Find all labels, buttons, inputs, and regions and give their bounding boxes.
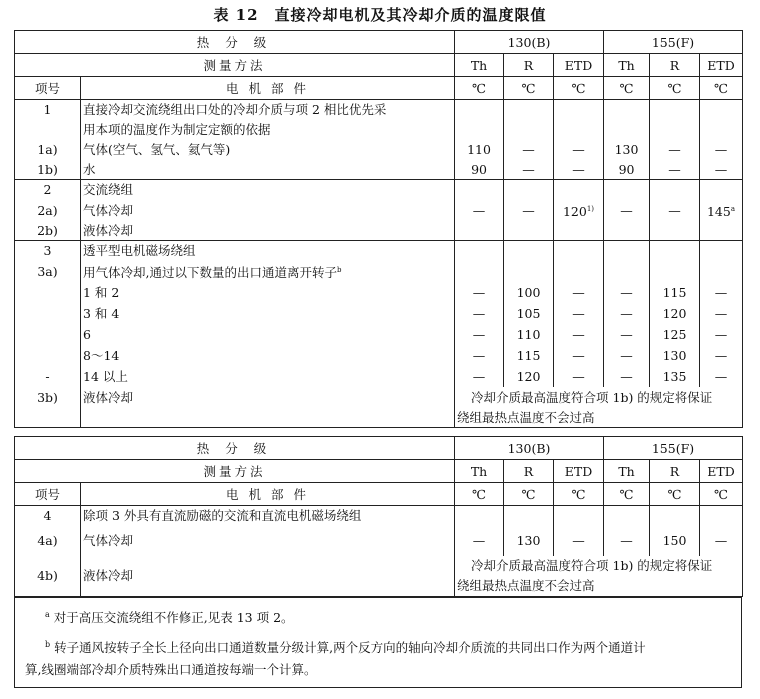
table-cell: 气体冷却 xyxy=(81,200,455,221)
table-cell xyxy=(650,261,700,282)
table-cell: b xyxy=(45,640,51,649)
table-row xyxy=(15,324,743,345)
table-cell: — xyxy=(604,345,650,366)
table-cell: 交流绕组 xyxy=(81,180,455,200)
table-cell xyxy=(81,408,455,428)
table-cell: — xyxy=(700,303,743,324)
table-cell: 直接冷却交流绕组出口处的冷却介质与项 2 相比优先采 xyxy=(81,100,455,120)
table-cell: — xyxy=(504,200,554,221)
merged-note: 冷却介质最高温度符合项 1b) 的规定将保证 xyxy=(455,387,743,408)
table-cell: 100 xyxy=(504,282,554,303)
table-cell xyxy=(504,261,554,282)
table-cell: 4 xyxy=(15,506,81,526)
table-cell: 4a) xyxy=(15,526,81,556)
table-row xyxy=(15,282,743,303)
table-cell: 110 xyxy=(455,140,504,160)
table-cell: — xyxy=(554,324,604,345)
table-cell: — xyxy=(700,366,743,387)
table-cell xyxy=(15,120,81,140)
table-cell: — xyxy=(700,345,743,366)
table-cell: 14 以上 xyxy=(81,366,455,387)
parts-header xyxy=(81,483,455,506)
table-cell: 测量方法 xyxy=(203,463,266,479)
table-cell: 转子通风按转子全长上径向出口通道数量分级计算,两个反方向的轴向冷却介质流的共同出口作为两个通道计 xyxy=(54,640,646,656)
table-cell xyxy=(554,200,604,221)
table-row xyxy=(15,526,743,556)
table-cell xyxy=(455,120,504,140)
table-cell xyxy=(604,506,650,526)
table-cell: 130 xyxy=(604,140,650,160)
table-cell: 1 xyxy=(15,100,81,120)
table-cell: — xyxy=(554,526,604,556)
table-cell: 105 xyxy=(504,303,554,324)
table-row xyxy=(15,180,743,200)
table-row xyxy=(15,408,743,428)
table-cell: R xyxy=(504,460,554,483)
table-cell xyxy=(604,120,650,140)
table-cell: 气体冷却 xyxy=(81,526,455,556)
table-cell: 电 机 部 件 xyxy=(226,486,309,502)
table-cell xyxy=(554,180,604,200)
table-cell: ETD xyxy=(700,460,743,483)
table-cell: — xyxy=(604,526,650,556)
table-cell: Th xyxy=(455,460,504,483)
table-row xyxy=(15,366,743,387)
table-cell xyxy=(455,180,504,200)
table-cell xyxy=(554,506,604,526)
table-cell: ETD xyxy=(554,460,604,483)
table-cell: 1 和 2 xyxy=(81,282,455,303)
table-cell: — xyxy=(604,200,650,221)
table-cell: Th xyxy=(604,460,650,483)
table-cell: 90 xyxy=(604,160,650,180)
table-cell: 135 xyxy=(650,366,700,387)
table-cell xyxy=(700,506,743,526)
table-row xyxy=(15,556,743,597)
table-cell: 115 xyxy=(504,345,554,366)
table-cell: — xyxy=(455,303,504,324)
table-cell: - xyxy=(15,366,81,387)
unit-cell: ℃ xyxy=(504,77,554,100)
unit-cell: ℃ xyxy=(455,77,504,100)
table-cell xyxy=(650,241,700,261)
table-cell xyxy=(604,241,650,261)
table-cell: 6 xyxy=(81,324,455,345)
table-cell: 冷却介质最高温度符合项 1b) 的规定将保证 xyxy=(471,557,713,573)
table-row xyxy=(15,120,743,140)
table-cell xyxy=(15,345,81,366)
unit-cell: ℃ xyxy=(554,77,604,100)
table-cell: 3b) xyxy=(15,387,81,408)
table-cell: — xyxy=(554,160,604,180)
item-no-header: 项号 xyxy=(15,77,81,100)
table-cell: — xyxy=(700,282,743,303)
table-cell: 115 xyxy=(650,282,700,303)
item-no-header: 项号 xyxy=(15,483,81,506)
table-cell: — xyxy=(604,303,650,324)
table-cell: — xyxy=(554,140,604,160)
method-header xyxy=(15,54,455,77)
table-cell xyxy=(700,261,743,282)
table-title: 表 12 直接冷却电机及其冷却介质的温度限值 xyxy=(213,6,547,24)
table-cell: 8～14 xyxy=(81,345,455,366)
table-cell: 用气体冷却,通过以下数量的出口通道离开转子 xyxy=(83,264,337,280)
table-cell: 2 xyxy=(15,180,81,200)
class-130-header: 130(B) xyxy=(455,31,604,54)
table-cell: 气体(空气、氢气、氦气等) xyxy=(81,140,455,160)
table-cell xyxy=(504,100,554,120)
table-cell xyxy=(604,261,650,282)
table-cell xyxy=(15,282,81,303)
table-cell xyxy=(604,100,650,120)
table-cell: — xyxy=(455,366,504,387)
table-cell: 130 xyxy=(650,345,700,366)
table-cell: 测量方法 xyxy=(203,57,266,73)
table-cell: — xyxy=(455,200,504,221)
table-cell xyxy=(700,200,743,221)
table-cell: — xyxy=(650,200,700,221)
thermal-class-header xyxy=(15,31,455,54)
table-cell xyxy=(504,221,554,241)
table-cell: 电 机 部 件 xyxy=(226,80,309,96)
table-cell: 液体冷却 xyxy=(81,387,455,408)
table-cell: 透平型电机磁场绕组 xyxy=(81,241,455,261)
table-cell xyxy=(15,303,81,324)
table-cell: — xyxy=(455,345,504,366)
table-cell: 绕组最热点温度不会过高 xyxy=(457,577,595,593)
table-cell: 125 xyxy=(650,324,700,345)
table-cell xyxy=(554,241,604,261)
table-cell: 1) xyxy=(586,204,595,213)
table-cell xyxy=(700,221,743,241)
table-cell: 4b) xyxy=(15,556,81,597)
table-cell: 水 xyxy=(81,160,455,180)
table-cell: — xyxy=(554,345,604,366)
table-cell: 120 xyxy=(650,303,700,324)
table-cell xyxy=(700,180,743,200)
table-cell xyxy=(650,221,700,241)
class-155-header: 155(F) xyxy=(604,31,743,54)
temperature-limit-table-part1 xyxy=(14,30,743,428)
table-cell: 3 xyxy=(15,241,81,261)
table-cell: — xyxy=(455,526,504,556)
table-cell: ℃ xyxy=(604,483,650,506)
table-cell: — xyxy=(650,160,700,180)
table-cell: R xyxy=(650,460,700,483)
table-cell: — xyxy=(700,526,743,556)
table-cell: a xyxy=(45,609,50,619)
table-cell xyxy=(504,241,554,261)
th-130-header: Th xyxy=(455,54,504,77)
table-cell: — xyxy=(604,282,650,303)
table-cell xyxy=(700,241,743,261)
table-cell: 2b) xyxy=(15,221,81,241)
table-row xyxy=(15,261,743,282)
table-row xyxy=(15,160,743,180)
r-130-header: R xyxy=(504,54,554,77)
table-cell xyxy=(700,100,743,120)
table-cell: ℃ xyxy=(504,483,554,506)
table-cell xyxy=(504,180,554,200)
table-cell xyxy=(650,120,700,140)
table-cell: 对于高压交流绕组不作修正,见表 13 项 2。 xyxy=(53,610,294,625)
table-cell: 液体冷却 xyxy=(81,556,455,597)
table-cell xyxy=(604,221,650,241)
table-cell: — xyxy=(455,282,504,303)
table-cell: ℃ xyxy=(650,483,700,506)
table-cell: 110 xyxy=(504,324,554,345)
unit-cell: ℃ xyxy=(650,77,700,100)
table-cell: 液体冷却 xyxy=(81,221,455,241)
unit-cell: ℃ xyxy=(604,77,650,100)
table-cell: b xyxy=(336,265,342,274)
table-cell xyxy=(554,261,604,282)
footnote-a xyxy=(45,608,294,626)
table-cell: ℃ xyxy=(455,483,504,506)
unit-cell: ℃ xyxy=(700,77,743,100)
table-cell: — xyxy=(455,324,504,345)
method-header xyxy=(15,460,455,483)
table-cell: 150 xyxy=(650,526,700,556)
table-cell xyxy=(700,120,743,140)
table-cell: 90 xyxy=(455,160,504,180)
table-cell xyxy=(504,506,554,526)
th-155-header: Th xyxy=(604,54,650,77)
table-cell xyxy=(15,408,81,428)
class-130-header: 130(B) xyxy=(455,437,604,460)
table-cell xyxy=(15,324,81,345)
temperature-limit-table-part2 xyxy=(14,436,743,597)
table-row xyxy=(15,100,743,120)
table-cell xyxy=(455,506,504,526)
table-cell: 3a) xyxy=(15,261,81,282)
table-cell: — xyxy=(650,140,700,160)
table-row xyxy=(15,221,743,241)
parts-header xyxy=(81,77,455,100)
merged-note xyxy=(455,556,743,597)
table-cell xyxy=(455,221,504,241)
table-cell: 3 和 4 xyxy=(81,303,455,324)
table-cell: 热 分 级 xyxy=(196,34,273,50)
table-cell: 145 xyxy=(706,203,731,219)
table-cell xyxy=(604,180,650,200)
table-cell: 2a) xyxy=(15,200,81,221)
table-cell: 1a) xyxy=(15,140,81,160)
r-155-header: R xyxy=(650,54,700,77)
table-cell: 120 xyxy=(562,203,587,219)
etd-155-header: ETD xyxy=(700,54,743,77)
table-row xyxy=(15,140,743,160)
table-cell xyxy=(504,120,554,140)
footnotes-box xyxy=(14,597,742,688)
table-cell xyxy=(554,221,604,241)
thermal-class-header xyxy=(15,437,455,460)
table-cell: — xyxy=(604,324,650,345)
table-cell xyxy=(650,180,700,200)
table-cell: — xyxy=(604,366,650,387)
table-cell: 热 分 级 xyxy=(196,440,273,456)
table-cell: 算,线圈端部冷却介质特殊出口通道按每端一个计算。 xyxy=(25,662,317,678)
table-cell: 130 xyxy=(504,526,554,556)
table-cell: — xyxy=(554,282,604,303)
table-row xyxy=(15,241,743,261)
table-cell: — xyxy=(700,140,743,160)
table-cell xyxy=(650,100,700,120)
table-cell: — xyxy=(700,324,743,345)
table-cell: 1b) xyxy=(15,160,81,180)
table-cell: — xyxy=(554,303,604,324)
table-row xyxy=(15,200,743,221)
table-cell: — xyxy=(700,160,743,180)
table-row xyxy=(15,303,743,324)
table-cell xyxy=(650,506,700,526)
table-cell xyxy=(554,120,604,140)
table-cell: 120 xyxy=(504,366,554,387)
class-155-header: 155(F) xyxy=(604,437,743,460)
table-cell xyxy=(554,100,604,120)
table-cell: — xyxy=(554,366,604,387)
etd-130-header: ETD xyxy=(554,54,604,77)
table-row xyxy=(15,345,743,366)
table-row xyxy=(15,506,743,526)
table-cell: 用本项的温度作为制定定额的依据 xyxy=(81,120,455,140)
table-cell: ℃ xyxy=(554,483,604,506)
table-cell xyxy=(455,241,504,261)
table-cell: — xyxy=(504,140,554,160)
merged-note: 绕组最热点温度不会过高 xyxy=(455,408,743,428)
table-row xyxy=(15,387,743,408)
table-cell: — xyxy=(504,160,554,180)
table-cell: 除项 3 外具有直流励磁的交流和直流电机磁场绕组 xyxy=(81,506,455,526)
table-cell: ℃ xyxy=(700,483,743,506)
table-cell: a xyxy=(730,204,736,213)
table-cell xyxy=(455,261,504,282)
table-cell xyxy=(455,100,504,120)
footnote-b xyxy=(25,634,735,681)
table-cell xyxy=(81,261,455,282)
